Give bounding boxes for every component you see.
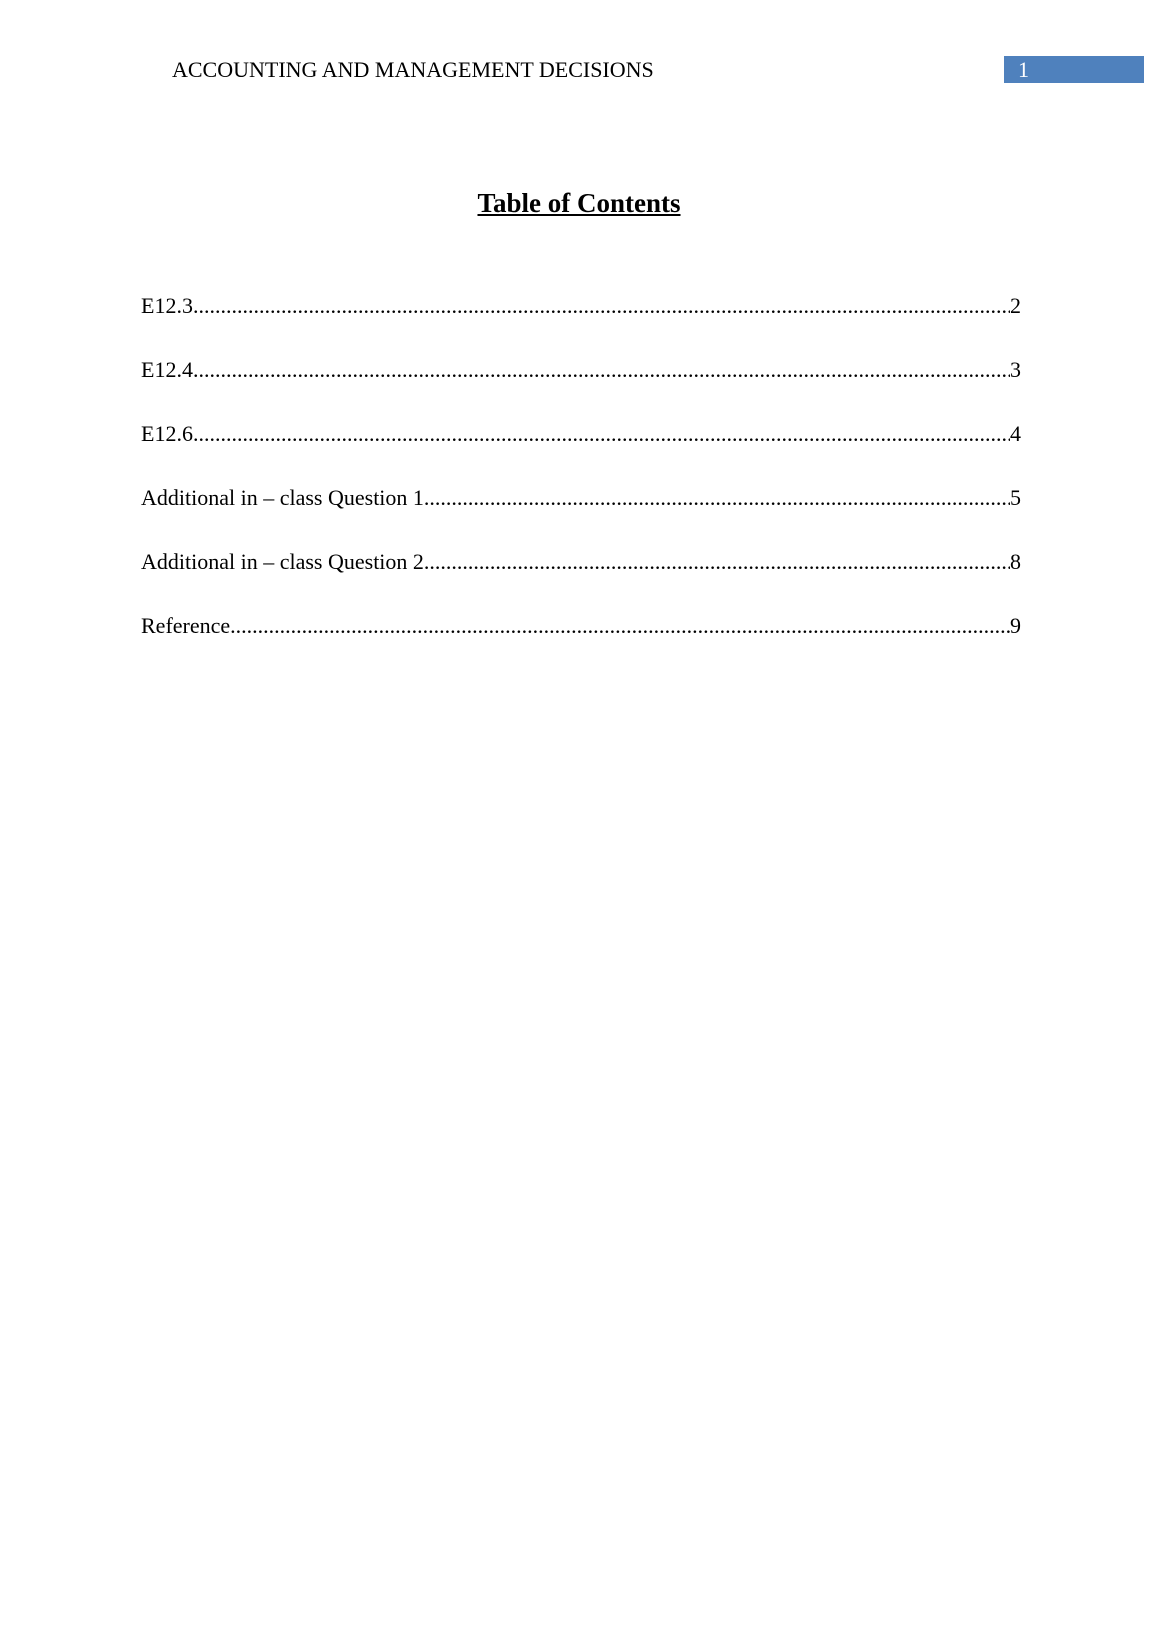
toc-entry-e12-6[interactable] (141, 421, 1021, 485)
running-header-title: ACCOUNTING AND MANAGEMENT DECISIONS (172, 57, 654, 82)
toc-dot-leader (424, 549, 1010, 575)
toc-entry-label: E12.6 (141, 421, 193, 446)
toc-dot-leader (230, 613, 1010, 639)
toc-entry-label: E12.4 (141, 357, 193, 382)
toc-entry-label: E12.3 (141, 293, 193, 318)
toc-dot-leader (193, 421, 1010, 447)
toc-list (141, 293, 1021, 677)
toc-dot-leader (193, 357, 1010, 383)
toc-heading: Table of Contents (477, 188, 681, 218)
toc-entry-page: 4 (1010, 421, 1021, 446)
toc-entry-label: Reference (141, 613, 231, 638)
toc-entry-page: 3 (1010, 357, 1021, 382)
toc-entry-page: 2 (1010, 293, 1021, 318)
toc-entry-page: 9 (1010, 613, 1021, 638)
toc-dot-leader (424, 485, 1010, 511)
toc-entry-label: Additional in – class Question 2 (141, 549, 424, 574)
toc-entry-label: Additional in – class Question 1 (141, 485, 424, 510)
toc-dot-leader (193, 293, 1010, 319)
toc-entry-reference[interactable] (141, 613, 1021, 677)
toc-entry-question-2[interactable] (141, 549, 1021, 613)
toc-entry-page: 8 (1010, 549, 1021, 574)
toc-entry-page: 5 (1010, 485, 1021, 510)
toc-entry-e12-3[interactable] (141, 293, 1021, 357)
toc-entry-question-1[interactable] (141, 485, 1021, 549)
page-number-badge: 1 (1004, 56, 1144, 83)
toc-entry-e12-4[interactable] (141, 357, 1021, 421)
